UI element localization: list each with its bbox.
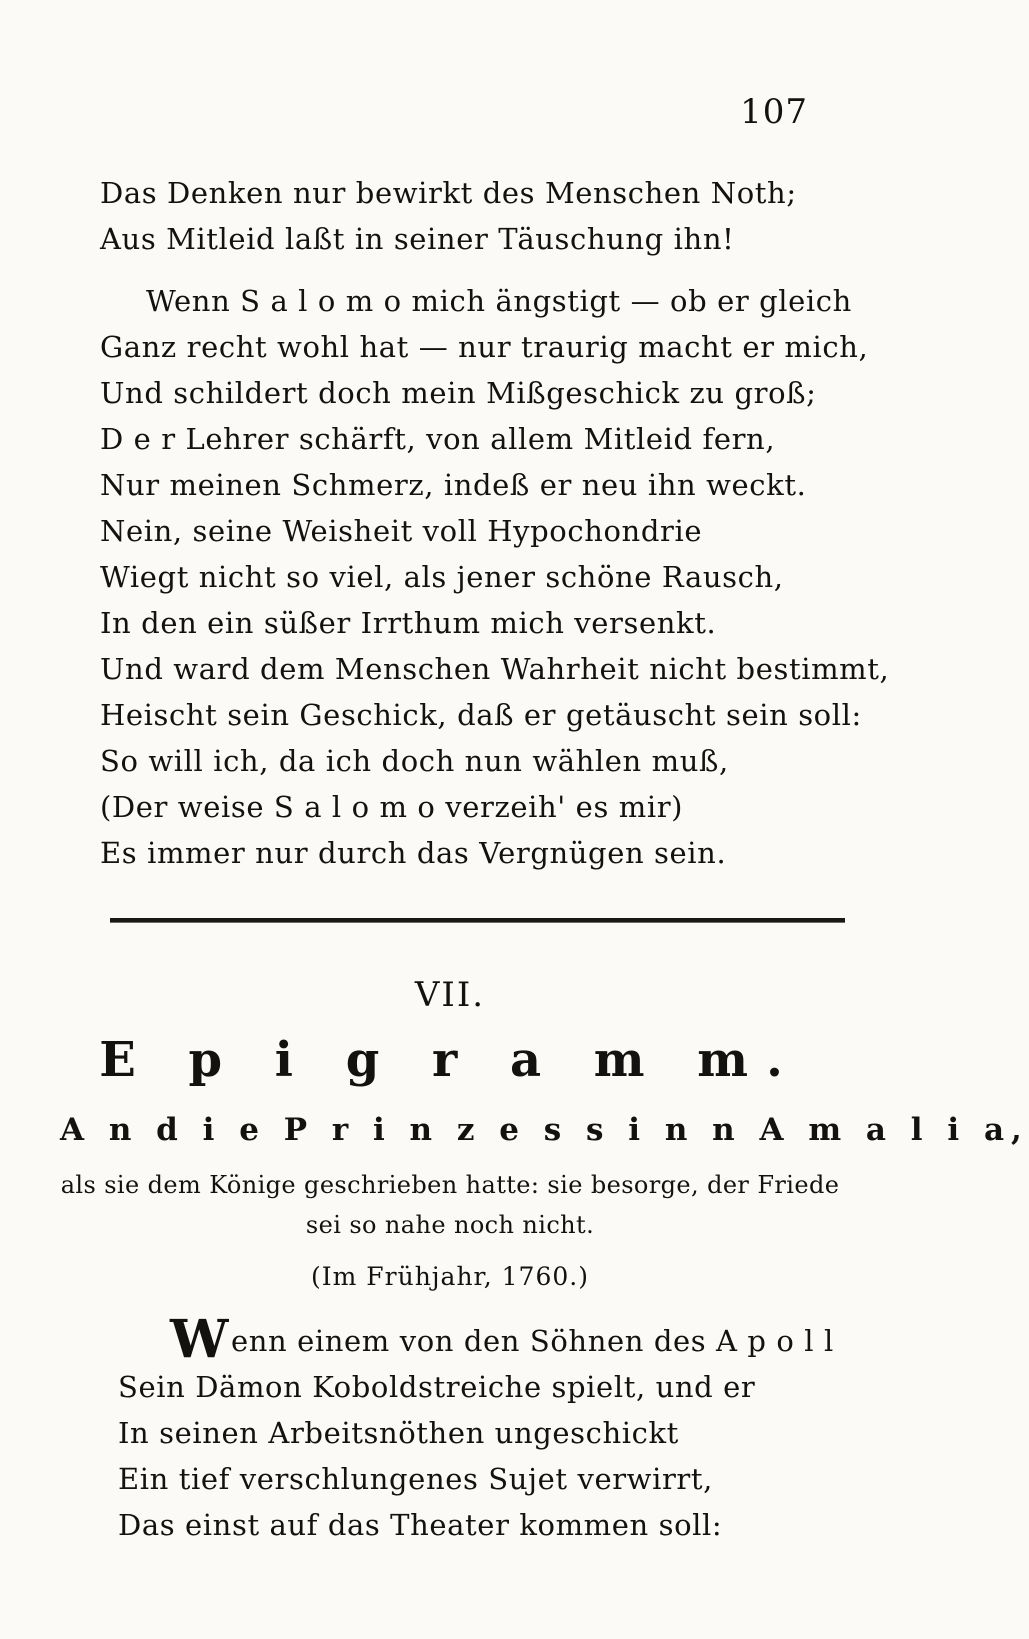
poem-line: Ein tief verschlungenes Sujet verwirrt,	[118, 1462, 713, 1496]
poem-line: Und ward dem Menschen Wahrheit nicht bestimmt,	[100, 652, 890, 686]
poem-line: Wiegt nicht so viel, als jener schöne Rausch,	[100, 560, 784, 594]
occasion-note: als sie dem Könige geschrieben hatte: sie besorge, der Friede sei so nahe noch nicht.	[60, 1171, 840, 1239]
page-number: 107	[740, 92, 808, 132]
poem-line: Aus Mitleid laßt in seiner Täuschung ihn!	[100, 222, 735, 256]
dedication: A n d i e P r i n z e s s i n n A m a l i a,	[60, 1112, 1029, 1148]
poem-line: In den ein süßer Irrthum mich versenkt.	[100, 606, 717, 640]
date-note: (Im Frühjahr, 1760.)	[311, 1262, 589, 1291]
poem-line: Das einst auf das Theater kommen soll:	[118, 1508, 723, 1542]
poem-line: Sein Dämon Koboldstreiche spielt, und er	[118, 1370, 756, 1404]
poem-line: Es immer nur durch das Vergnügen sein.	[100, 836, 727, 870]
poem-line: Ganz recht wohl hat — nur traurig macht er mich,	[100, 330, 869, 364]
poem-line: In seinen Arbeitsnöthen ungeschickt	[118, 1416, 679, 1450]
stanza-break	[100, 262, 840, 278]
first-line-text: enn einem von den Söhnen des A p o l l	[231, 1324, 834, 1358]
drop-cap: W	[170, 1309, 229, 1370]
poem-line: So will ich, da ich doch nun wählen muß,	[100, 744, 729, 778]
poem-line: Nein, seine Weisheit voll Hypochondrie	[100, 514, 703, 548]
poem-line: Und schildert doch mein Mißgeschick zu groß;	[100, 376, 817, 410]
poem-line: (Der weise S a l o m o verzeih' es mir)	[100, 790, 684, 824]
poem-line: Wenn S a l o m o mich ängstigt — ob er gleich	[146, 284, 852, 318]
poem-line: Heischt sein Geschick, daß er getäuscht sein soll:	[100, 698, 862, 732]
poem-excerpt	[100, 170, 890, 876]
poem-line: Das Denken nur bewirkt des Menschen Noth;	[100, 176, 797, 210]
section-divider	[110, 918, 845, 922]
section-title: E p i g r a m m.	[99, 1032, 801, 1088]
poem-line: Nur meinen Schmerz, indeß er neu ihn weckt.	[100, 468, 807, 502]
poem-line: D e r Lehrer schärft, von allem Mitleid fern,	[100, 422, 776, 456]
poem-line	[118, 1309, 858, 1370]
section-numeral: VII.	[414, 975, 486, 1015]
epigram-poem	[118, 1309, 858, 1548]
